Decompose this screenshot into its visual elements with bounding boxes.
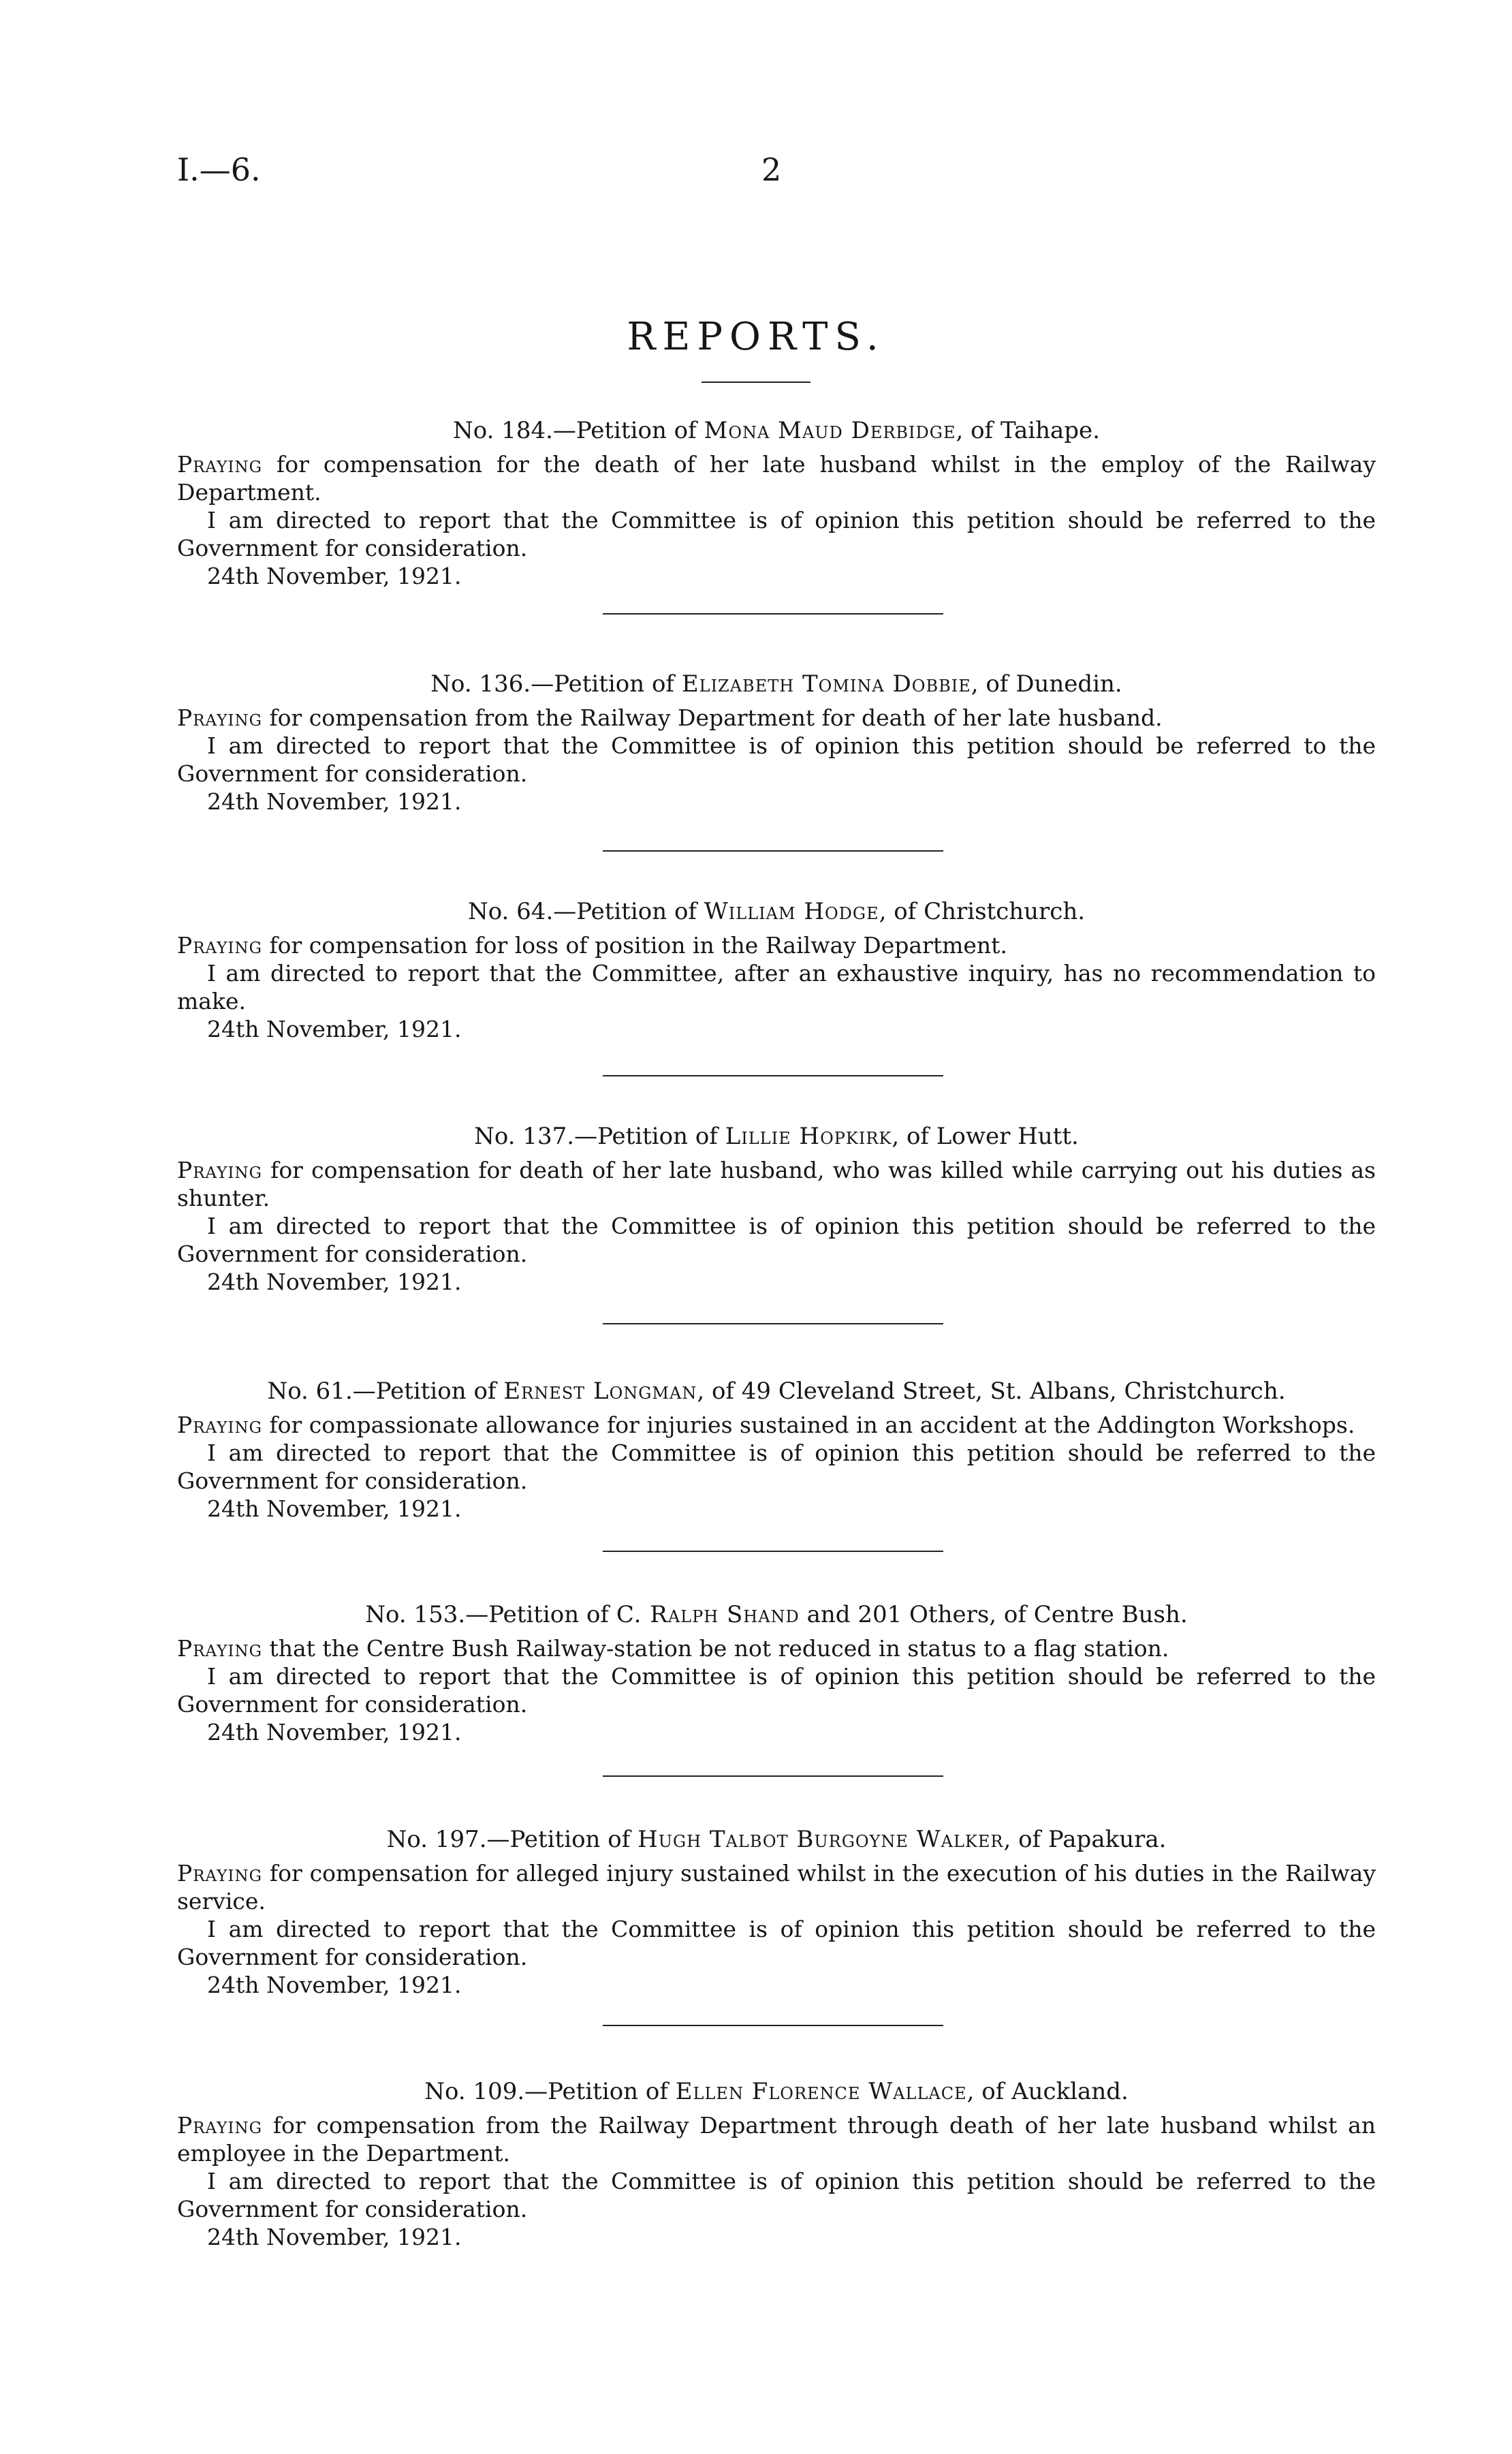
petition-location: , of Christchurch. bbox=[879, 898, 1086, 925]
petitioner-name: Mona Maud Derbidge bbox=[704, 417, 956, 444]
separator-rule bbox=[603, 1075, 943, 1076]
praying-paragraph bbox=[177, 1411, 1376, 1439]
petitioner-name: Elizabeth Tomina Dobbie bbox=[681, 670, 971, 698]
report-paragraph: I am directed to report that the Committee is of opinion this petition should be referred to the Government for consideration. bbox=[177, 732, 1376, 787]
petition-entry bbox=[177, 670, 1376, 816]
petition-heading bbox=[177, 1123, 1376, 1151]
praying-text: for compensation for the death of her late husband whilst in the employ of the Railway Department. bbox=[177, 451, 1376, 506]
separator-rule bbox=[603, 613, 943, 615]
petition-location: , of Lower Hutt. bbox=[892, 1123, 1079, 1150]
praying-paragraph bbox=[177, 704, 1376, 732]
petition-entry bbox=[177, 417, 1376, 590]
petition-heading bbox=[177, 1601, 1376, 1629]
praying-label: Praying bbox=[177, 2112, 262, 2139]
praying-label: Praying bbox=[177, 1157, 262, 1183]
report-date: 24th November, 1921. bbox=[207, 563, 462, 589]
petition-entry bbox=[177, 898, 1376, 1043]
petition-entry bbox=[177, 1826, 1376, 1999]
petitioner-name: Lillie Hopkirk bbox=[725, 1123, 892, 1150]
praying-text: that the Centre Bush Railway-station be not reduced in status to a flag station. bbox=[262, 1635, 1169, 1662]
petition-entry bbox=[177, 1123, 1376, 1296]
page-identifier: I.—6. bbox=[177, 151, 261, 188]
petition-heading bbox=[177, 417, 1376, 445]
praying-label: Praying bbox=[177, 932, 262, 959]
praying-label: Praying bbox=[177, 1635, 262, 1662]
petition-number: No. 137.—Petition of bbox=[474, 1123, 725, 1150]
report-paragraph: I am directed to report that the Committee is of opinion this petition should be referred to the Government for consideration. bbox=[177, 1440, 1376, 1494]
petition-number: No. 61.—Petition of bbox=[267, 1378, 504, 1405]
praying-paragraph bbox=[177, 1156, 1376, 1212]
report-paragraph: I am directed to report that the Committee is of opinion this petition should be referred to the Government for consideration. bbox=[177, 1213, 1376, 1267]
page-number: 2 bbox=[761, 151, 782, 188]
petition-number: No. 136.—Petition of bbox=[430, 670, 682, 698]
praying-text: for compensation from the Railway Department for death of her late husband. bbox=[262, 704, 1163, 731]
praying-text: for compassionate allowance for injuries sustained in an accident at the Addington Workshops. bbox=[262, 1412, 1355, 1438]
separator-rule bbox=[603, 1323, 943, 1324]
petition-heading bbox=[177, 2078, 1376, 2106]
petition-location: , of Dunedin. bbox=[971, 670, 1122, 698]
report-date: 24th November, 1921. bbox=[207, 1495, 462, 1522]
petition-number: No. 64.—Petition of bbox=[467, 898, 704, 925]
separator-rule bbox=[603, 850, 943, 852]
report-date: 24th November, 1921. bbox=[207, 1719, 462, 1745]
praying-paragraph bbox=[177, 1634, 1376, 1662]
praying-label: Praying bbox=[177, 1412, 262, 1438]
petitioner-name: William Hodge bbox=[704, 898, 879, 925]
report-paragraph: I am directed to report that the Committee is of opinion this petition should be referred to the Government for consideration. bbox=[177, 2168, 1376, 2222]
petition-location: and 201 Others, of Centre Bush. bbox=[799, 1601, 1188, 1628]
petition-number: No. 184.—Petition of bbox=[452, 417, 704, 444]
petition-location: , of Taihape. bbox=[956, 417, 1100, 444]
petition-location: , of Papakura. bbox=[1003, 1826, 1167, 1853]
report-paragraph: I am directed to report that the Committee is of opinion this petition should be referred to the Government for consideration. bbox=[177, 1663, 1376, 1718]
separator-rule bbox=[603, 2025, 943, 2026]
separator-rule bbox=[603, 1775, 943, 1777]
petition-location: , of Auckland. bbox=[966, 2078, 1129, 2105]
petition-heading bbox=[177, 898, 1376, 926]
petition-number: No. 109.—Petition of bbox=[424, 2078, 676, 2105]
praying-text: for compensation for loss of position in the Railway Department. bbox=[262, 932, 1007, 959]
petition-number: No. 153.—Petition of bbox=[365, 1601, 616, 1628]
praying-paragraph bbox=[177, 931, 1376, 959]
petition-heading bbox=[177, 1826, 1376, 1854]
praying-paragraph bbox=[177, 450, 1376, 506]
praying-text: for compensation from the Railway Department through death of her late husband whilst an employee in the Department. bbox=[177, 2112, 1376, 2166]
petition-heading bbox=[177, 670, 1376, 698]
report-date: 24th November, 1921. bbox=[207, 1972, 462, 1998]
title-rule bbox=[702, 382, 810, 383]
petition-heading bbox=[177, 1378, 1376, 1405]
petitioner-name: Ernest Longman bbox=[503, 1378, 697, 1405]
petitioner-name: Hugh Talbot Burgoyne Walker bbox=[637, 1826, 1004, 1853]
page-title: REPORTS. bbox=[627, 315, 885, 359]
praying-text: for compensation for death of her late husband, who was killed while carrying out his duties as shunter. bbox=[177, 1157, 1376, 1211]
praying-text: for compensation for alleged injury sustained whilst in the execution of his duties in the Railway service. bbox=[177, 1860, 1376, 1914]
report-date: 24th November, 1921. bbox=[207, 1016, 462, 1042]
report-paragraph: I am directed to report that the Committee is of opinion this petition should be referred to the Government for consideration. bbox=[177, 1916, 1376, 1970]
petitioner-name: C. Ralph Shand bbox=[616, 1601, 800, 1628]
petition-entry bbox=[177, 1601, 1376, 1746]
petition-entry bbox=[177, 2078, 1376, 2251]
report-paragraph: I am directed to report that the Committee, after an exhaustive inquiry, has no recommendation to make. bbox=[177, 960, 1376, 1014]
report-paragraph: I am directed to report that the Committee is of opinion this petition should be referred to the Government for consideration. bbox=[177, 507, 1376, 561]
petition-number: No. 197.—Petition of bbox=[386, 1826, 638, 1853]
report-date: 24th November, 1921. bbox=[207, 2224, 462, 2250]
praying-label: Praying bbox=[177, 451, 262, 478]
praying-paragraph bbox=[177, 1859, 1376, 1915]
report-date: 24th November, 1921. bbox=[207, 788, 462, 815]
praying-paragraph bbox=[177, 2111, 1376, 2167]
praying-label: Praying bbox=[177, 1860, 262, 1886]
praying-label: Praying bbox=[177, 704, 262, 731]
separator-rule bbox=[603, 1551, 943, 1552]
petition-location: , of 49 Cleveland Street, St. Albans, Christchurch. bbox=[697, 1378, 1286, 1405]
petition-entry bbox=[177, 1378, 1376, 1523]
report-date: 24th November, 1921. bbox=[207, 1269, 462, 1295]
petitioner-name: Ellen Florence Wallace bbox=[675, 2078, 967, 2105]
